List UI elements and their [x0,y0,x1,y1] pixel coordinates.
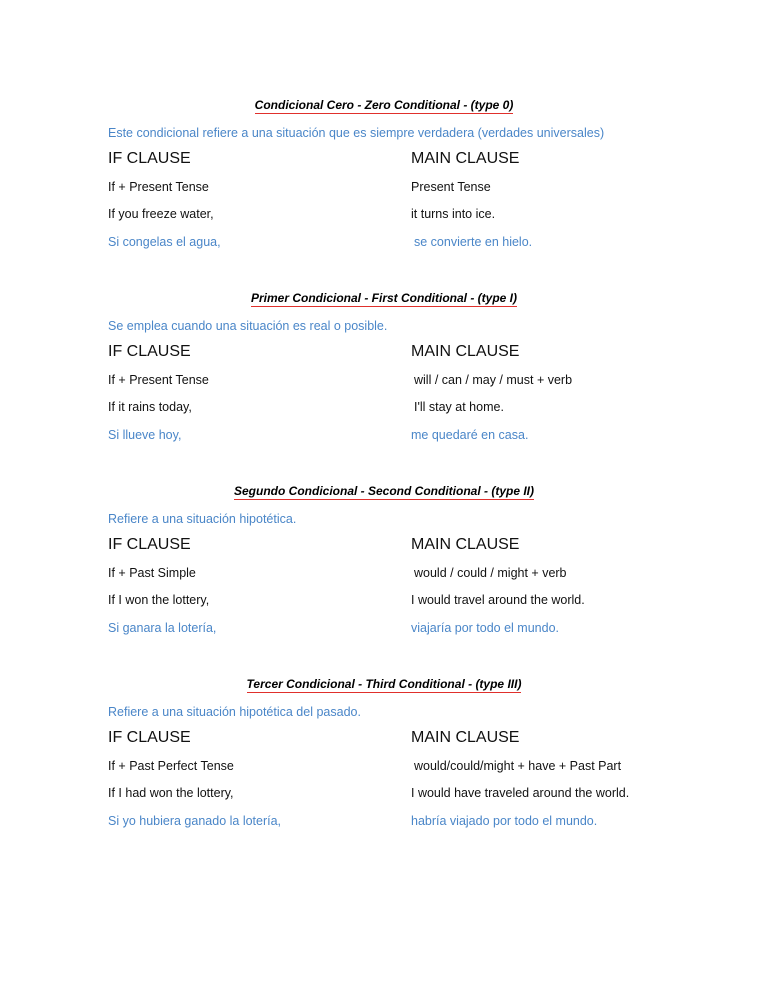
if-example-es: Si llueve hoy, [108,428,182,442]
if-clause-label: IF CLAUSE [108,729,191,746]
section-heading: Primer Condicional - First Conditional - (type I) [250,291,517,305]
main-example-en: I would travel around the world. [411,593,585,607]
section-description: Refiere a una situación hipotética. [108,512,297,526]
if-clause-label: IF CLAUSE [108,343,191,360]
section-heading: Segundo Condicional - Second Conditional - (type II) [234,484,534,498]
section-description: Este condicional refiere a una situación que es siempre verdadera (verdades universales) [108,126,605,140]
if-example-en: If you freeze water, [108,207,214,221]
main-clause-label: MAIN CLAUSE [411,729,520,746]
main-example-en: it turns into ice. [411,207,496,221]
main-example-es: viajaría por todo el mundo. [411,621,560,635]
main-structure: would / could / might + verb [414,566,567,580]
main-example-es: se convierte en hielo. [414,235,533,249]
main-clause-label: MAIN CLAUSE [411,536,520,553]
section-heading: Tercer Condicional - Third Conditional - (type III) [246,677,522,691]
section-heading: Condicional Cero - Zero Conditional - (type 0) [254,98,514,112]
section-description: Se emplea cuando una situación es real o posible. [108,319,388,333]
main-example-en: I would have traveled around the world. [411,786,630,800]
if-structure: If + Present Tense [108,373,209,387]
if-example-en: If I won the lottery, [108,593,210,607]
if-example-en: If it rains today, [108,400,192,414]
main-structure: would/could/might + have + Past Part [414,759,622,773]
main-example-es: me quedaré en casa. [411,428,529,442]
main-example-en: I'll stay at home. [414,400,504,414]
main-structure: Present Tense [411,180,491,194]
main-clause-label: MAIN CLAUSE [411,150,520,167]
main-structure: will / can / may / must + verb [414,373,573,387]
if-example-es: Si congelas el agua, [108,235,221,249]
if-clause-label: IF CLAUSE [108,150,191,167]
section-description: Refiere a una situación hipotética del pasado. [108,705,361,719]
if-structure: If + Past Simple [108,566,196,580]
if-example-en: If I had won the lottery, [108,786,234,800]
if-example-es: Si ganara la lotería, [108,621,217,635]
main-clause-label: MAIN CLAUSE [411,343,520,360]
if-structure: If + Present Tense [108,180,209,194]
if-clause-label: IF CLAUSE [108,536,191,553]
main-example-es: habría viajado por todo el mundo. [411,814,598,828]
if-structure: If + Past Perfect Tense [108,759,234,773]
if-example-es: Si yo hubiera ganado la lotería, [108,814,282,828]
